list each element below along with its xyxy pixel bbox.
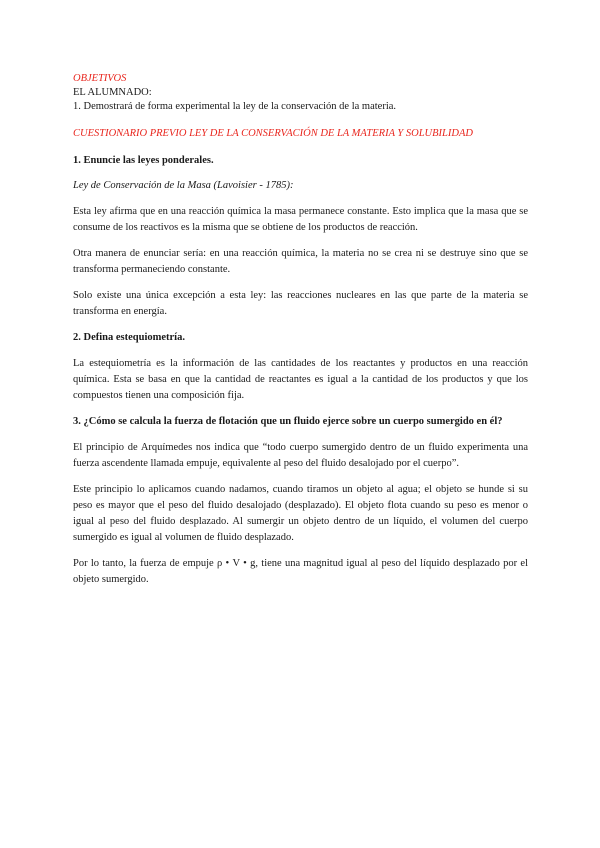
q3-paragraph-1: El principio de Arquímedes nos indica que “todo cuerpo sumergido dentro de un fluido experimenta una fuerza ascendente llamada empuje, equivalente al peso del fluido desalojado por el cuerpo”. — [73, 442, 528, 469]
q1-paragraph-1: Esta ley afirma que en una reacción química la masa permanece constante. Esto implica que la masa que se consume de los reactivos es la misma que se obtiene de los productos de reacción. — [73, 206, 528, 233]
objective-item-1: 1. Demostrará de forma experimental la ley de la conservación de la materia. — [73, 101, 397, 112]
q3-paragraph-3: Por lo tanto, la fuerza de empuje ρ • V • g, tiene una magnitud igual al peso del líquido desplazado por el objeto sumergido. — [73, 558, 528, 585]
q3-paragraph-2: Este principio lo aplicamos cuando nadamos, cuando tiramos un objeto al agua; el objeto se hunde si su peso es mayor que el peso del fluido desalojado (desplazado). El objeto flota cuando su peso es menor o igual al peso del fluido desplazado. Al sumergir un objeto dentro de un líquido, el volumen del cuerpo sumergido es igual al volumen de fluido desplazado. — [73, 484, 528, 543]
q1-paragraph-2: Otra manera de enunciar sería: en una reacción química, la materia no se crea ni se destruye sino que se transforma permaneciendo constante. — [73, 248, 528, 275]
question-1-heading: 1. Enuncie las leyes ponderales. — [73, 155, 214, 166]
objectives-title: OBJETIVOS — [73, 73, 127, 84]
questionnaire-title: CUESTIONARIO PREVIO LEY DE LA CONSERVACIÓN DE LA MATERIA Y SOLUBILIDAD — [73, 128, 473, 139]
question-2-heading: 2. Defina estequiometría. — [73, 332, 185, 343]
document-page — [73, 72, 528, 588]
law-title: Ley de Conservación de la Masa (Lavoisier - 1785): — [73, 180, 294, 191]
objectives-subtitle: EL ALUMNADO: — [73, 87, 152, 98]
question-3-heading: 3. ¿Cómo se calcula la fuerza de flotación que un fluido ejerce sobre un cuerpo sumergido en él? — [73, 416, 503, 427]
q1-paragraph-3: Solo existe una única excepción a esta ley: las reacciones nucleares en las que parte de la materia se transforma en energía. — [73, 290, 528, 317]
q2-paragraph-1: La estequiometría es la información de las cantidades de los reactantes y productos en una reacción química. Esta se basa en que la cantidad de reactantes es igual a la cantidad de los productos y que los compuestos tienen una composición fija. — [73, 358, 528, 401]
